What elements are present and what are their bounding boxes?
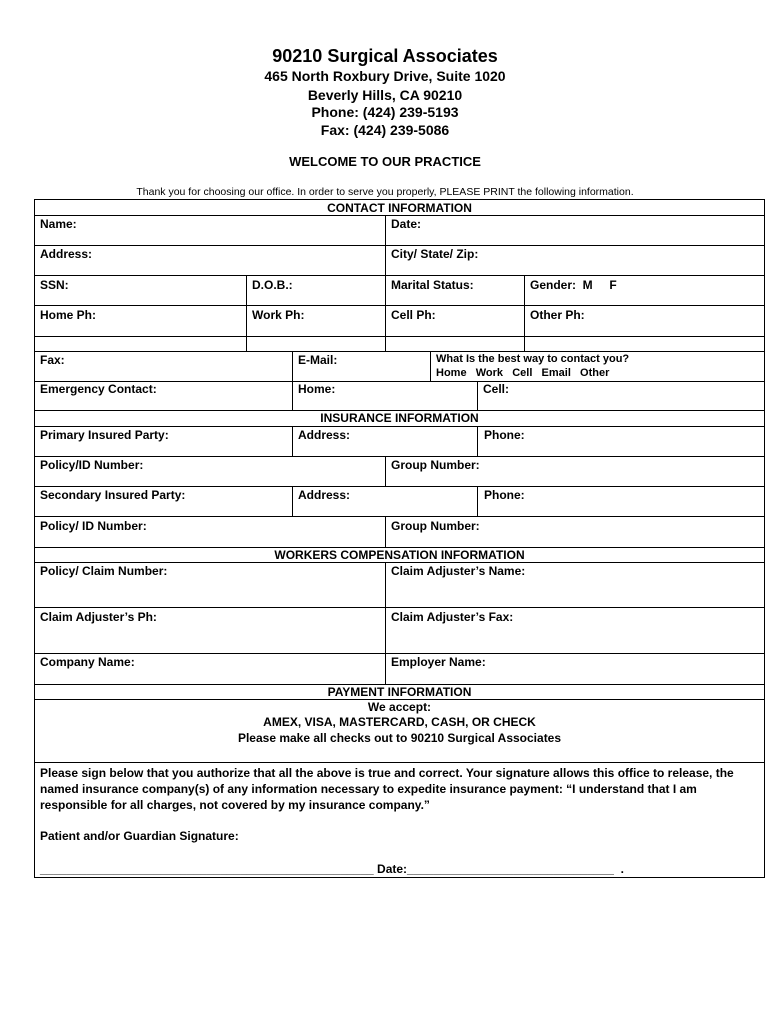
gender-label: Gender: M F <box>530 278 617 292</box>
address-line-2: Beverly Hills, CA 90210 <box>307 87 463 103</box>
address-line-1: 465 North Roxbury Drive, Suite 1020 <box>264 68 506 84</box>
secondary-address-label: Address: <box>298 488 351 502</box>
adjuster-fax-label: Claim Adjuster’s Fax: <box>391 610 514 624</box>
divider <box>292 351 293 410</box>
signature-label: Patient and/or Guardian Signature: <box>40 829 239 843</box>
primary-policy-label: Policy/ID Number: <box>40 458 144 472</box>
section-workers-comp: WORKERS COMPENSATION INFORMATION <box>274 548 525 562</box>
secondary-group-label: Group Number: <box>391 519 480 533</box>
fax-line: Fax: (424) 239-5086 <box>320 122 450 138</box>
emergency-cell-label: Cell: <box>483 382 510 396</box>
divider <box>385 275 386 351</box>
divider <box>34 562 765 563</box>
work-phone-label: Work Ph: <box>252 308 305 322</box>
primary-address-label: Address: <box>298 428 351 442</box>
home-phone-label: Home Ph: <box>40 308 97 322</box>
section-payment: PAYMENT INFORMATION <box>327 685 472 699</box>
address-label: Address: <box>40 247 93 261</box>
divider <box>292 486 293 516</box>
secondary-policy-label: Policy/ ID Number: <box>40 519 147 533</box>
city-state-zip-label: City/ State/ Zip: <box>391 247 479 261</box>
contact-preference-question: What Is the best way to contact you? <box>436 353 630 365</box>
divider <box>34 486 765 487</box>
divider <box>34 456 765 457</box>
divider <box>34 607 765 608</box>
divider <box>385 456 386 486</box>
fax-label: Fax: <box>40 353 65 367</box>
payment-methods: AMEX, VISA, MASTERCARD, CASH, OR CHECK <box>263 715 536 729</box>
company-name-label: Company Name: <box>40 655 135 669</box>
secondary-phone-label: Phone: <box>484 488 525 502</box>
consent-text: Please sign below that you authorize that all the above is true and correct. Your signature allows this office to release, the named insurance company(s) of any information necessary to expedite insurance payment: “I understand that I am responsible for all charges, not covered by my insurance company.” <box>40 766 734 812</box>
divider <box>34 305 765 306</box>
primary-phone-label: Phone: <box>484 428 525 442</box>
divider <box>34 426 765 427</box>
cell-phone-label: Cell Ph: <box>391 308 436 322</box>
divider <box>292 426 293 456</box>
divider <box>34 653 765 654</box>
emergency-contact-label: Emergency Contact: <box>40 382 157 396</box>
divider <box>477 381 478 410</box>
divider <box>477 486 478 516</box>
primary-group-label: Group Number: <box>391 458 480 472</box>
divider <box>34 215 765 216</box>
divider <box>524 275 525 351</box>
section-insurance: INSURANCE INFORMATION <box>320 411 479 425</box>
phone-line: Phone: (424) 239-5193 <box>311 104 459 120</box>
other-phone-label: Other Ph: <box>530 308 585 322</box>
divider <box>34 516 765 517</box>
adjuster-phone-label: Claim Adjuster’s Ph: <box>40 610 157 624</box>
welcome-heading: WELCOME TO OUR PRACTICE <box>289 154 481 169</box>
email-label: E-Mail: <box>298 353 338 367</box>
dob-label: D.O.B.: <box>252 278 293 292</box>
instructions-text: Thank you for choosing our office. In order to serve you properly, PLEASE PRINT the following information. <box>136 186 634 198</box>
contact-preference-options: Home Work Cell Email Other <box>436 367 610 379</box>
divider <box>34 336 765 337</box>
divider <box>34 275 765 276</box>
divider <box>385 516 386 547</box>
divider <box>430 351 431 381</box>
adjuster-name-label: Claim Adjuster’s Name: <box>391 564 526 578</box>
secondary-insured-label: Secondary Insured Party: <box>40 488 186 502</box>
marital-status-label: Marital Status: <box>391 278 474 292</box>
claim-number-label: Policy/ Claim Number: <box>40 564 168 578</box>
payment-accept: We accept: <box>367 700 432 714</box>
payment-checks-note: Please make all checks out to 90210 Surgical Associates <box>237 731 562 745</box>
divider <box>246 275 247 351</box>
divider <box>34 245 765 246</box>
divider <box>477 426 478 456</box>
divider <box>34 351 765 352</box>
divider <box>385 562 386 684</box>
emergency-home-label: Home: <box>298 382 336 396</box>
divider <box>34 762 765 763</box>
primary-insured-label: Primary Insured Party: <box>40 428 169 442</box>
name-label: Name: <box>40 217 77 231</box>
ssn-label: SSN: <box>40 278 69 292</box>
date-label: Date: <box>391 217 422 231</box>
employer-name-label: Employer Name: <box>391 655 486 669</box>
divider <box>385 215 386 275</box>
section-contact: CONTACT INFORMATION <box>327 201 472 215</box>
practice-title: 90210 Surgical Associates <box>272 46 498 66</box>
signature-line[interactable]: __________________________________________________ Date:_______________________________ . <box>40 862 624 876</box>
